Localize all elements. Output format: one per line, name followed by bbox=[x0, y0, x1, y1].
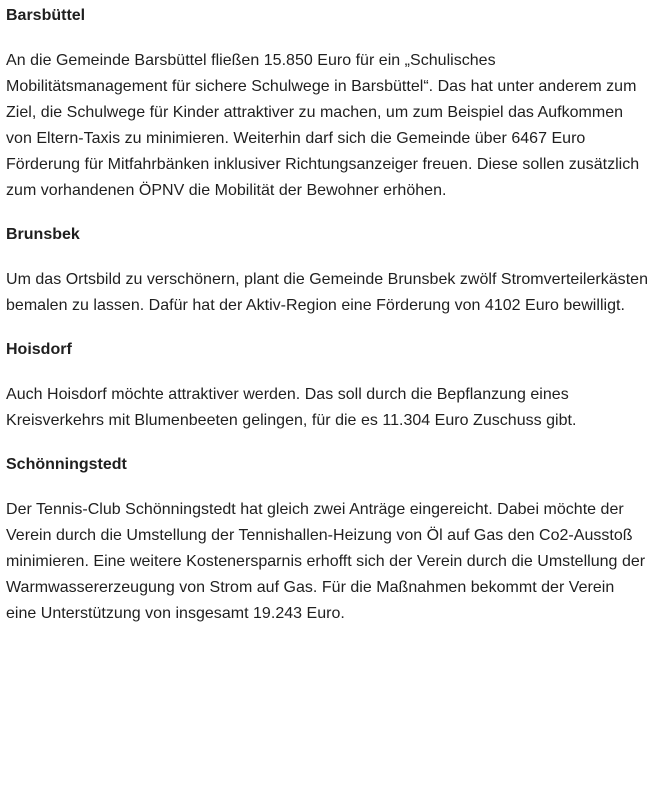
section-text: Auch Hoisdorf möchte attraktiver werden. Das soll durch die Bepflanzung eines Kreisverkehrs mit Blumenbeeten gelingen, für die es 11.304 Euro Zuschuss gibt. bbox=[6, 386, 577, 429]
section-title: Schönningstedt bbox=[6, 456, 127, 473]
section-text: An die Gemeinde Barsbüttel fließen 15.850 Euro für ein „Schulisches Mobilitätsmanagement für sichere Schulwege in Barsbüttel“. Das hat unter anderem zum Ziel, die Schulwege für Kinder attraktiver zu machen, um zum Beispiel das Aufkommen von Eltern-Taxis zu minimieren. Weiterhin darf sich die Gemeinde über 6467 Euro Förderung für Mitfahrbänken inklusiver Richtungsanzeiger freuen. Diese sollen zusätzlich zum vorhandenen ÖPNV die Mobilität der Bewohner erhöhen. bbox=[6, 52, 640, 199]
section-title: Brunsbek bbox=[6, 226, 80, 243]
section-brunsbek bbox=[6, 225, 648, 319]
section-text: Der Tennis-Club Schönningstedt hat gleich zwei Anträge eingereicht. Dabei möchte der Verein durch die Umstellung der Tennishallen-Heizung von Öl auf Gas den Co2-Ausstoß minimieren. Eine weitere Kostenersparnis erhofft sich der Verein durch die Umstellung der Warmwassererzeugung von Strom auf Gas. Für die Maßnahmen bekommt der Verein eine Unterstützung von insgesamt 19.243 Euro. bbox=[6, 501, 646, 622]
section-hoisdorf bbox=[6, 340, 648, 434]
section-schoenningstedt bbox=[6, 455, 648, 627]
section-title: Hoisdorf bbox=[6, 341, 72, 358]
section-title: Barsbüttel bbox=[6, 7, 86, 24]
section-barsbuettel bbox=[6, 6, 648, 204]
section-text: Um das Ortsbild zu verschönern, plant die Gemeinde Brunsbek zwölf Stromverteilerkästen bemalen zu lassen. Dafür hat der Aktiv-Region eine Förderung von 4102 Euro bewilligt. bbox=[6, 271, 649, 314]
